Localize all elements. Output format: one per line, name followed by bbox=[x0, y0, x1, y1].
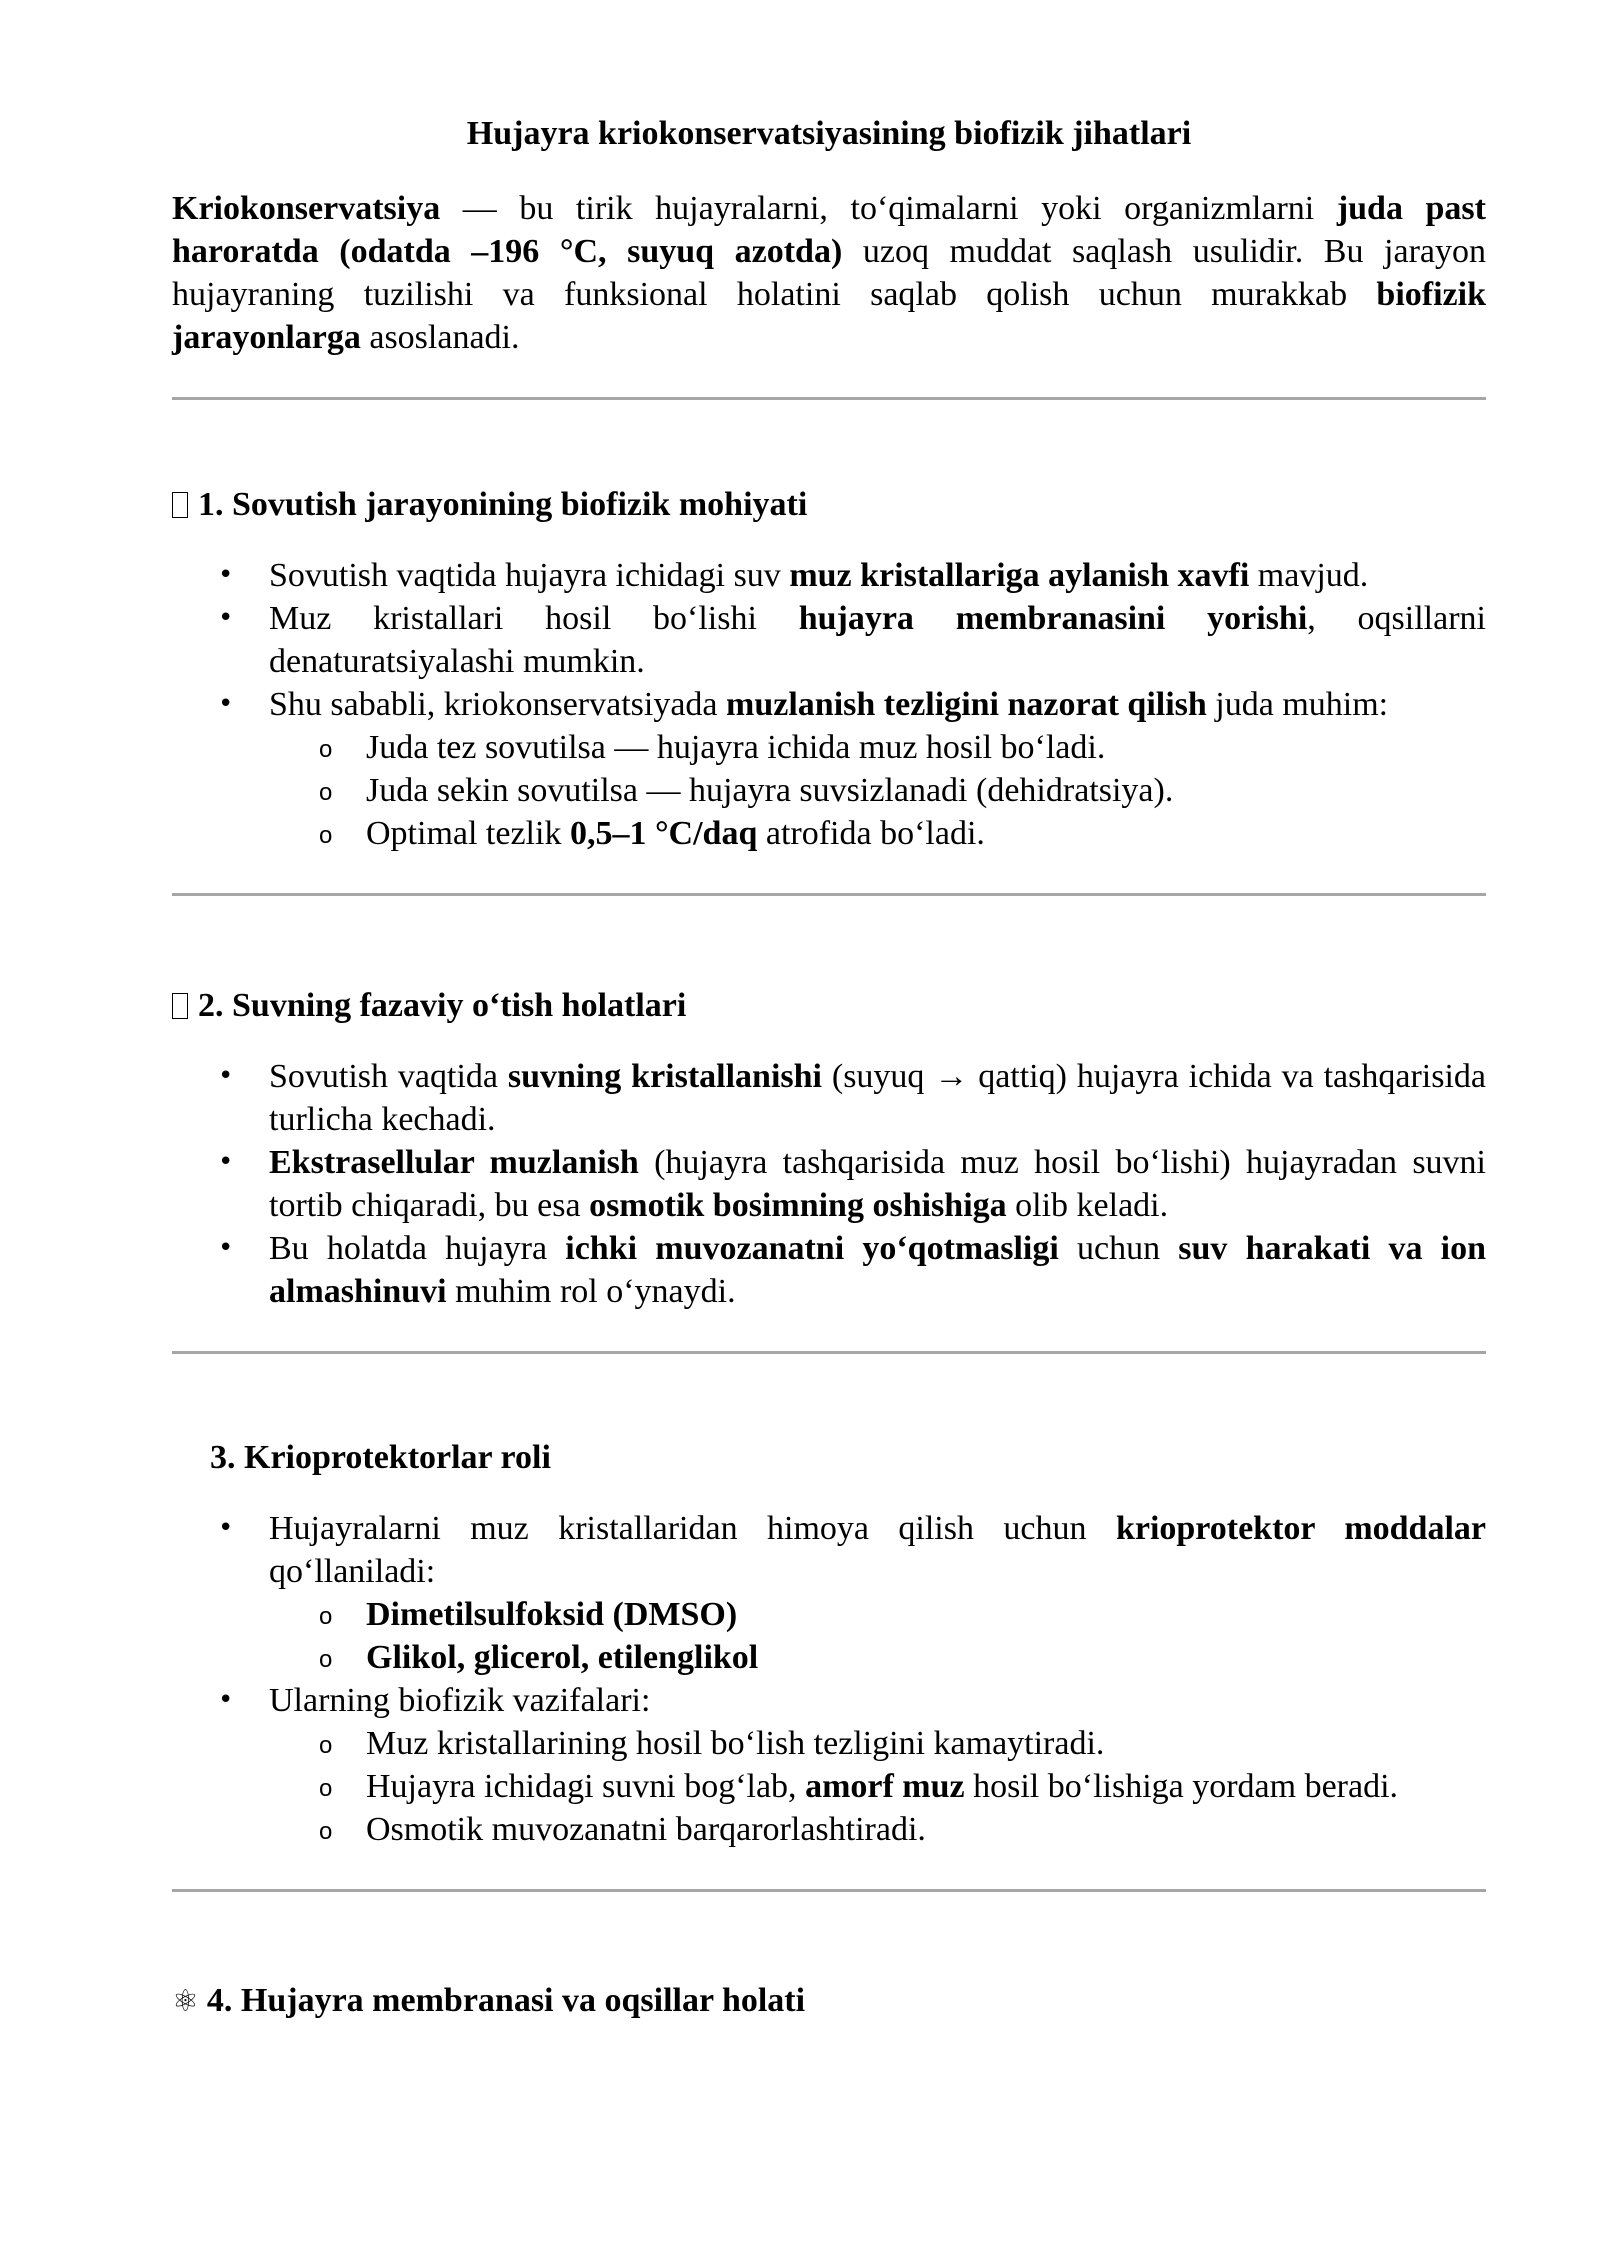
sub-list-item: o Glikol, glicerol, etilenglikol bbox=[269, 1636, 1486, 1679]
list-item: • Hujayralarni muz kristallaridan himoya qilish uchun krioprotektor moddalar qo‘llaniladi: o Dimetilsulfoksid (DMSO) o Glikol, glicerol, etilenglikol bbox=[172, 1507, 1486, 1679]
list-item: • Sovutish vaqtida suvning kristallanishi (suyuq → qattiq) hujayra ichida va tashqarisida turlicha kechadi. bbox=[172, 1055, 1486, 1141]
section-heading-2: 2. Suvning fazaviy o‘tish holatlari bbox=[172, 984, 1486, 1027]
sub-list-item: o Optimal tezlik 0,5–1 °C/daq atrofida bo‘ladi. bbox=[269, 812, 1486, 855]
sub-list-item: o Muz kristallarining hosil bo‘lish tezligini kamaytiradi. bbox=[269, 1722, 1486, 1765]
sub-list-item: o Dimetilsulfoksid (DMSO) bbox=[269, 1593, 1486, 1636]
section-heading-4: ⚛ 4. Hujayra membranasi va oqsillar holati bbox=[172, 1982, 806, 2019]
list-item: • Shu sababli, kriokonservatsiyada muzlanish tezligini nazorat qilish juda muhim: o Juda tez sovutilsa — hujayra ichida muz hosil bo‘ladi. o Juda sekin sovutilsa — hujayra suvsizlanadi (dehidratsiya). o Optimal tezlik 0,5–1 °C/daq atrofida bo‘ladi. bbox=[172, 683, 1486, 855]
intro-paragraph: Kriokonservatsiya — bu tirik hujayralarni, to‘qimalarni yoki organizmlarni juda past haroratda (odatda –196 °C, suyuq azotda) uzoq muddat saqlash usulidir. Bu jarayon hujayraning tuzilishi va funksional holatini saqlab qolish uchun murakkab biofizik jarayonlarga asoslanadi. bbox=[172, 190, 1486, 356]
sub-list-item: o Osmotik muvozanatni barqarorlashtiradi. bbox=[269, 1808, 1486, 1851]
section-3-list bbox=[172, 1507, 1486, 1851]
section-1-list bbox=[172, 554, 1486, 855]
section-heading-1: 1. Sovutish jarayonining biofizik mohiyati bbox=[172, 483, 1486, 526]
sub-list-item: o Juda tez sovutilsa — hujayra ichida muz hosil bo‘ladi. bbox=[269, 726, 1486, 769]
atom-icon: ⚛ bbox=[172, 1984, 199, 2019]
section-2-list bbox=[172, 1055, 1486, 1313]
sub-list-item: o Juda sekin sovutilsa — hujayra suvsizlanadi (dehidratsiya). bbox=[269, 769, 1486, 812]
document-title: Hujayra kriokonservatsiyasining biofizik jihatlari bbox=[466, 115, 1192, 152]
sub-list bbox=[269, 1722, 1486, 1851]
sub-list bbox=[269, 726, 1486, 855]
list-item: • Ularning biofizik vazifalari: o Muz kristallarining hosil bo‘lish tezligini kamaytiradi. o Hujayra ichidagi suvni bog‘lab, amorf muz hosil bo‘lishiga yordam beradi. o Osmotik muvozanatni barqarorlashtiradi. bbox=[172, 1679, 1486, 1851]
sub-list bbox=[269, 1593, 1486, 1679]
sub-list-item: o Hujayra ichidagi suvni bog‘lab, amorf muz hosil bo‘lishiga yordam beradi. bbox=[269, 1765, 1486, 1808]
section-divider bbox=[172, 893, 1486, 896]
section-divider bbox=[172, 397, 1486, 400]
list-item: • Muz kristallari hosil bo‘lishi hujayra membranasini yorishi, oqsillarni denaturatsiyalashi mumkin. bbox=[172, 597, 1486, 683]
intro-term: Kriokonservatsiya bbox=[172, 190, 441, 227]
section-divider bbox=[172, 1351, 1486, 1354]
list-item: • Sovutish vaqtida hujayra ichidagi suv muz kristallariga aylanish xavfi mavjud. bbox=[172, 554, 1486, 597]
missing-glyph-icon bbox=[172, 492, 188, 518]
section-heading-3: 3. Krioprotektorlar roli bbox=[210, 1439, 551, 1476]
list-item: • Ekstrasellular muzlanish (hujayra tashqarisida muz hosil bo‘lishi) hujayradan suvni tortib chiqaradi, bu esa osmotik bosimning oshishiga olib keladi. bbox=[172, 1141, 1486, 1227]
section-divider bbox=[172, 1889, 1486, 1892]
missing-glyph-icon bbox=[172, 993, 188, 1019]
list-item: • Bu holatda hujayra ichki muvozanatni yo‘qotmasligi uchun suv harakati va ion almashinuvi muhim rol o‘ynaydi. bbox=[172, 1227, 1486, 1313]
